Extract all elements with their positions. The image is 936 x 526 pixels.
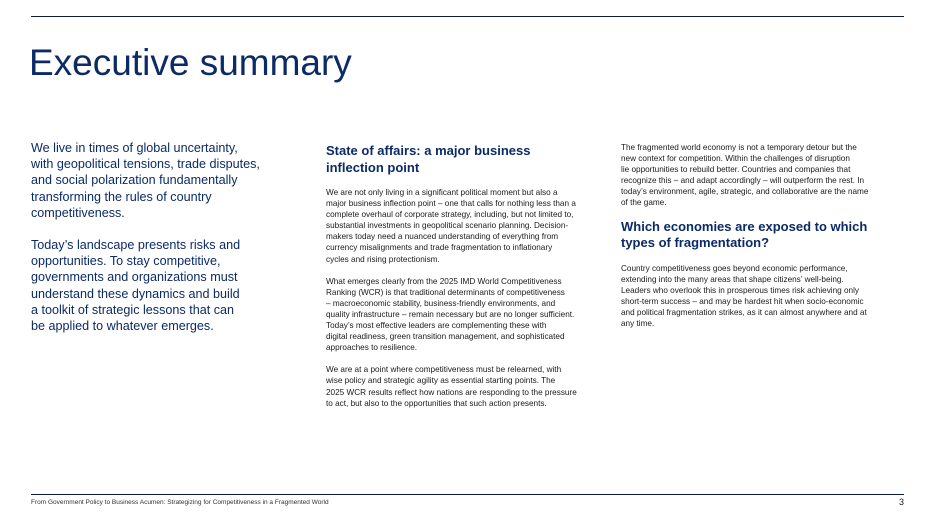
state-of-affairs-paragraph-3: We are at a point where competitiveness must be relearned, with wise policy and strategic agility as essential starting points. The 2025 WCR results reflect how nations are responding to the pressure to act, but also to the opportunities that such action presents. [326, 365, 577, 408]
fragmentation-paragraph-1: Country competitiveness goes beyond economic performance, extending into the many areas that shape citizens’ well-being. Leaders who overlook this in prosperous times risk achieving only short-term success – and may be hardest hit when socio-economic and political fragmentation strikes, as it can almost anywhere and at any time. [621, 263, 867, 329]
footer-title: From Government Policy to Business Acumen: Strategizing for Competitiveness in a Fragmented World [31, 499, 329, 506]
bottom-divider [31, 494, 904, 495]
lead-paragraph-2: Today’s landscape presents risks and opportunities. To stay competitive, governments and organizations must understand these dynamics and build a toolkit of strategic lessons that can be applied to whatever emerges. [31, 238, 241, 334]
state-of-affairs-paragraph-1: We are not only living in a significant political moment but also a major business inflection point – one that calls for nothing less than a complete overhaul of corporate strategy, including, but not limited to, substantial investments in geopolitical scenario planning. Decision- makers today need a nuanced understanding of everything from currency misalignments and trade fragmentation to inflationary cycles and rising protectionism. [326, 188, 576, 264]
state-of-affairs-heading: State of affairs: a major business inflection point [326, 143, 531, 175]
page-title: Executive summary [29, 42, 352, 83]
state-of-affairs-paragraph-2: What emerges clearly from the 2025 IMD World Competitiveness Ranking (WCR) is that traditional determinants of competitiveness – macroeconomic stability, business-friendly environments, and quality infrastructure – remain necessary but are no longer sufficient. Today’s most effective leaders are complementing these with digital readiness, green transition management, and sophisticated approaches to resilience. [326, 276, 575, 353]
fragmentation-column [621, 140, 904, 340]
page-number: 3 [898, 497, 904, 507]
state-of-affairs-column [326, 140, 612, 420]
top-divider [31, 16, 904, 17]
fragmentation-intro-paragraph: The fragmented world economy is not a temporary detour but the new context for competition. Within the challenges of disruption lie opportunities to rebuild better. Countries and companies that recognize this – and adapt accordingly – will outperform the rest. In today’s environment, agile, strategic, and collaborative are the name of the game. [621, 143, 869, 208]
lead-paragraph-1: We live in times of global uncertainty, with geopolitical tensions, trade disputes, and social polarization fundamentally transforming the rules of country competitiveness. [31, 141, 260, 220]
lead-column [31, 140, 293, 350]
fragmentation-heading: Which economies are exposed to which types of fragmentation? [621, 218, 868, 251]
